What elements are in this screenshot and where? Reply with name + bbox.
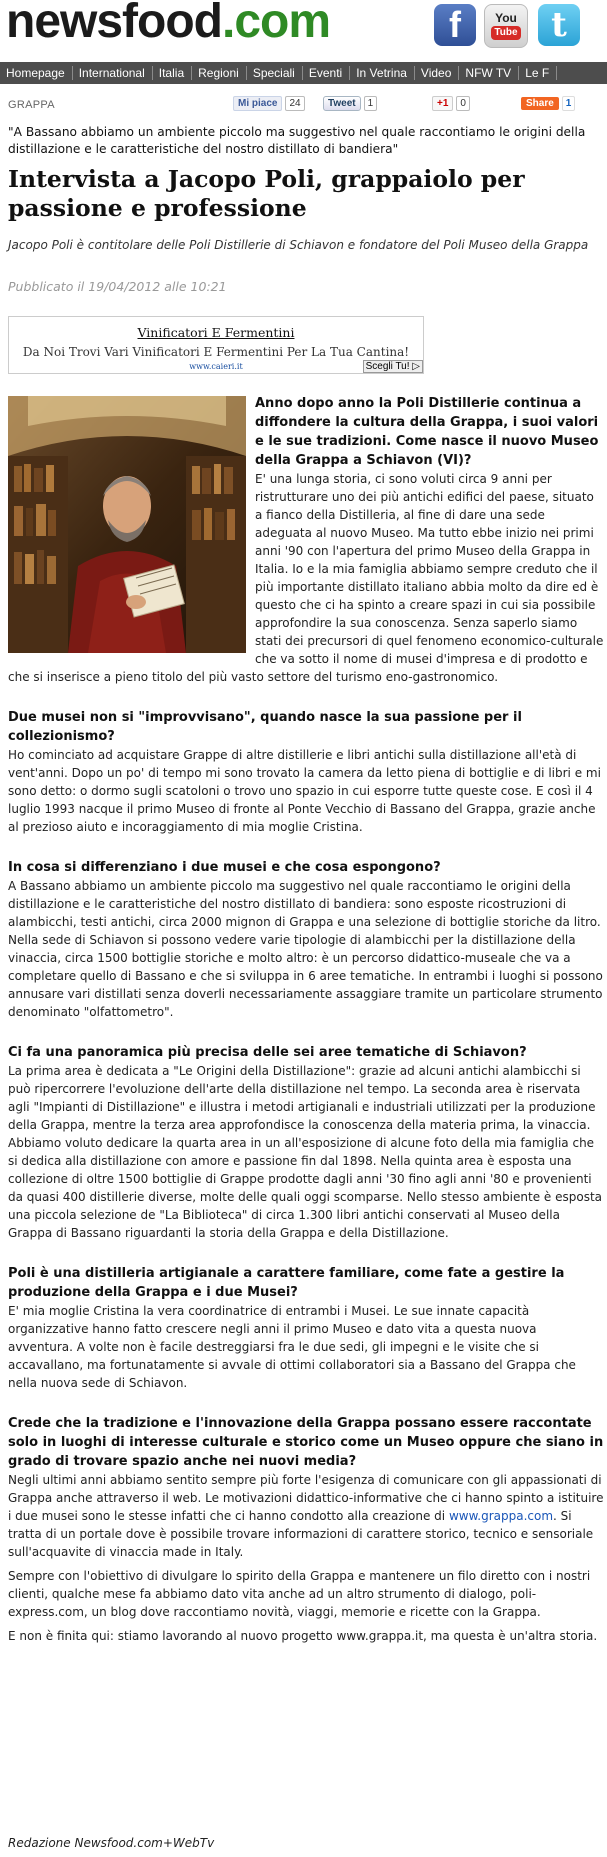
question-6: Crede che la tradizione e l'innovazione della Grappa possano essere raccontate solo in luoghi di interesse culturale e storico come un Museo oppure che siano in grado di trovare spazio anche nei nuovi media? bbox=[8, 1416, 604, 1469]
question-3: In cosa si differenziano i due musei e che cosa espongono? bbox=[8, 860, 441, 875]
like-count: 24 bbox=[285, 96, 304, 111]
photo-float-spacer bbox=[8, 396, 246, 653]
ad-choices-button[interactable]: Scegli Tu! ▷ bbox=[363, 360, 423, 373]
article-title: Intervista a Jacopo Poli, grappaiolo per passione e professione bbox=[8, 165, 525, 222]
article-subtitle: Jacopo Poli è contitolare delle Poli Distillerie di Schiavon e fondatore del Poli Museo della Grappa bbox=[8, 238, 589, 252]
twitter-icon[interactable] bbox=[538, 4, 580, 46]
youtube-tube-text: Tube bbox=[491, 26, 520, 40]
answer-7: Sempre con l'obiettivo di divulgare lo spirito della Grappa e mantenere un filo diretto con i nostri clienti, qualche mese fa abbiamo dato vita anche ad un altro strumento di dialogo, poli-express.com, un blog dove raccontiamo novità, viaggi, memorie e ricette con la Grappa. bbox=[8, 1569, 591, 1619]
gplus-widget[interactable] bbox=[432, 94, 470, 112]
question-1: Anno dopo anno la Poli Distillerie continua a diffondere la cultura della Grappa, i suoi valori e le sue tradizioni. Come nasce il nuovo Museo della Grappa a Schiavon (VI)? bbox=[255, 396, 599, 468]
section-label[interactable]: GRAPPA bbox=[8, 99, 55, 111]
share-widget[interactable] bbox=[521, 94, 575, 112]
site-logo[interactable] bbox=[6, 0, 330, 49]
nav-item-video[interactable]: Video bbox=[415, 66, 459, 80]
grappa-com-link[interactable]: www.grappa.com bbox=[448, 1509, 554, 1523]
facebook-like-widget[interactable] bbox=[233, 94, 305, 112]
answer-2: Ho cominciato ad acquistare Grappe di altre distillerie e libri antichi sulla distillazione all'età di vent'anni. Dopo un po' di tempo mi sono trovato la camera da letto piena di bottiglie e di libri e mi sono detto: o dormo sugli scatoloni o trovo uno spazio in cui esporre tutte queste cose. E così il 4 luglio 1993 nacque il primo Museo di fronte al Ponte Vecchio di Bassano del Grappa, grazie anche al prezioso aiuto e incoraggiamento di mia moglie Cristina. bbox=[8, 748, 601, 834]
twitter-glyph: t bbox=[551, 5, 567, 45]
site-header bbox=[0, 0, 607, 62]
nav-item-eventi[interactable]: Eventi bbox=[303, 66, 350, 80]
share-count: 1 bbox=[562, 96, 576, 111]
gplus-button[interactable]: +1 bbox=[432, 96, 453, 111]
facebook-glyph: f bbox=[449, 4, 461, 45]
article-quote: "A Bassano abbiamo un ambiente piccolo ma suggestivo nel quale raccontiamo le origini della distillazione e le caratteristiche del nostro distillato di bandiera" bbox=[8, 125, 586, 156]
ad-url[interactable]: www.caieri.it bbox=[189, 362, 243, 371]
question-5: Poli è una distilleria artigianale a carattere familiare, come fate a gestire la produzione della Grappa e i due Musei? bbox=[8, 1266, 565, 1300]
share-button[interactable]: Share bbox=[521, 97, 559, 110]
main-nav bbox=[0, 62, 607, 84]
youtube-you-text: You bbox=[495, 11, 517, 25]
nav-item-nfw-tv[interactable]: NFW TV bbox=[459, 66, 519, 80]
tweet-button[interactable]: Tweet bbox=[323, 96, 361, 111]
answer-6-pre: Negli ultimi anni abbiamo sentito sempre più forte l'esigenza di comunicare con gli appassionati di Grappa anche attraverso il web. Le motivazioni didattico-informative che ci hanno spinto a istituire i due musei sono le stesse infatti che ci hanno condotto alla creazione di bbox=[8, 1473, 604, 1523]
nav-item-homepage[interactable]: Homepage bbox=[0, 66, 73, 80]
article-body bbox=[8, 394, 604, 1645]
answer-3: A Bassano abbiamo un ambiente piccolo ma suggestivo nel quale raccontiamo le origini della distillazione e le caratteristiche del nostro distillato di bandiera: sono esposte ricostruzioni di alambicchi, testi antichi, circa 2000 mignon di Grappa e una selezione di bottiglie storiche da litro. Nella sede di Schiavon si possono vedere varie tipologie di alambicchi per la distillazione della vinaccia, circa 1500 bottiglie storiche e molto altro: è un percorso didattico-museale che va a completare quello di Bassano e che si sviluppa in 6 aree tematiche. In entrambi i luoghi si possono annusare vari distillati senza doverli necessariamente assaggiare tramite un particolare strumento denominato "olfattometro". bbox=[8, 879, 603, 1019]
publish-date: Pubblicato il 19/04/2012 alle 10:21 bbox=[8, 279, 227, 294]
article-footer: Redazione Newsfood.com+WebTv bbox=[8, 1836, 215, 1850]
nav-item-italia[interactable]: Italia bbox=[153, 66, 192, 80]
answer-1: E' una lunga storia, ci sono voluti circa 9 anni per ristrutturare uno dei più antichi edifici del paese, situato a fianco della Distilleria, al fine di dare una sede adeguata al nuovo Museo. Ma tutto ebbe inizio nei primi anni '90 con l'apertura del primo Museo della Grappa in Italia. Io e la mia famiglia abbiamo sempre creduto che il più importante distillato italiano abbia molto da dire ed è questo che ci ha spinto a creare spazi in cui sia possibile approfondire la sua conoscenza. Senza saperlo siamo stati dei precursori di quel fenomeno economico-culturale che va sotto il nome di musei d'impresa e di prodotto e che si inserisce a pieno titolo del più vasto settore del turismo eno-gastronomico. bbox=[8, 472, 604, 684]
question-2: Due musei non si "improvvisano", quando nasce la sua passione per il collezionismo? bbox=[8, 710, 522, 744]
question-4: Ci fa una panoramica più precisa delle sei aree tematiche di Schiavon? bbox=[8, 1045, 527, 1060]
nav-item-regioni[interactable]: Regioni bbox=[192, 66, 247, 80]
gplus-count: 0 bbox=[456, 96, 470, 111]
youtube-icon[interactable] bbox=[484, 4, 528, 48]
answer-5: E' mia moglie Cristina la vera coordinatrice di entrambi i Musei. Le sue innate capacità organizzative hanno fatto crescere negli anni il primo Museo e dato vita a questa nuova avventura. A volte non è facile destreggiarsi fra le due sedi, gli impegni e le visite che si accavallano, ma fortunatamente si avvale di ottimi collaboratori sia a Bassano del Grappa che nella nuova sede di Schiavon. bbox=[8, 1304, 576, 1390]
nav-item-le-f[interactable]: Le F bbox=[519, 66, 557, 80]
logo-part2: .com bbox=[222, 0, 331, 48]
facebook-icon[interactable] bbox=[434, 4, 476, 46]
answer-8: E non è finita qui: stiamo lavorando al nuovo progetto www.grappa.it, ma questa è un'altra storia. bbox=[8, 1629, 598, 1643]
answer-6 bbox=[8, 1471, 604, 1561]
answer-4: La prima area è dedicata a "Le Origini della Distillazione": grazie ad alcuni antichi alambicchi si può ripercorrere l'evoluzione dell'arte della distillazione nel tempo. La seconda area è riservata agli "Impianti di Distillazione" e illustra i metodi artigianali e industriali utilizzati per la produzione della Grappa, mentre la terza area approfondisce la conoscenza della materia prima, la vinaccia. Abbiamo voluto dedicare la quarta area in un all'esposizione di alcune foto della mia famiglia che si dedica alla distillazione con amore e passione fin dal 1898. Nella quinta area è esposta una collezione di oltre 1500 bottiglie di Grappe prodotte dagli anni '30 fino agli anni '80 e provenienti da quasi 400 distillerie diverse, molte delle quali oggi scomparse. Nello stesso ambiente è esposta una piccola selezione de "La Biblioteca" di circa 1.300 libri antichi conservati al Museo della Grappa di Bassano riguardanti la storia della Grappa e della Distillazione. bbox=[8, 1064, 603, 1240]
nav-item-in-vetrina[interactable]: In Vetrina bbox=[350, 66, 415, 80]
nav-item-speciali[interactable]: Speciali bbox=[247, 66, 303, 80]
like-button[interactable]: Mi piace bbox=[233, 96, 282, 111]
ad-title[interactable]: Vinificatori E Fermentini bbox=[137, 325, 295, 340]
answer-6-post: . Si tratta di un portale dove è possibile trovare informazioni di carattere storico, tecnico e sensoriale sull'acquavite di vinaccia made in Italy. bbox=[8, 1509, 594, 1559]
tweet-count: 1 bbox=[364, 96, 378, 111]
nav-item-international[interactable]: International bbox=[73, 66, 153, 80]
tweet-widget[interactable] bbox=[323, 94, 377, 112]
ad-banner[interactable] bbox=[8, 316, 424, 374]
logo-part1: newsfood bbox=[6, 0, 222, 48]
ad-text: Da Noi Trovi Vari Vinificatori E Fermentini Per La Tua Cantina! bbox=[22, 345, 410, 359]
